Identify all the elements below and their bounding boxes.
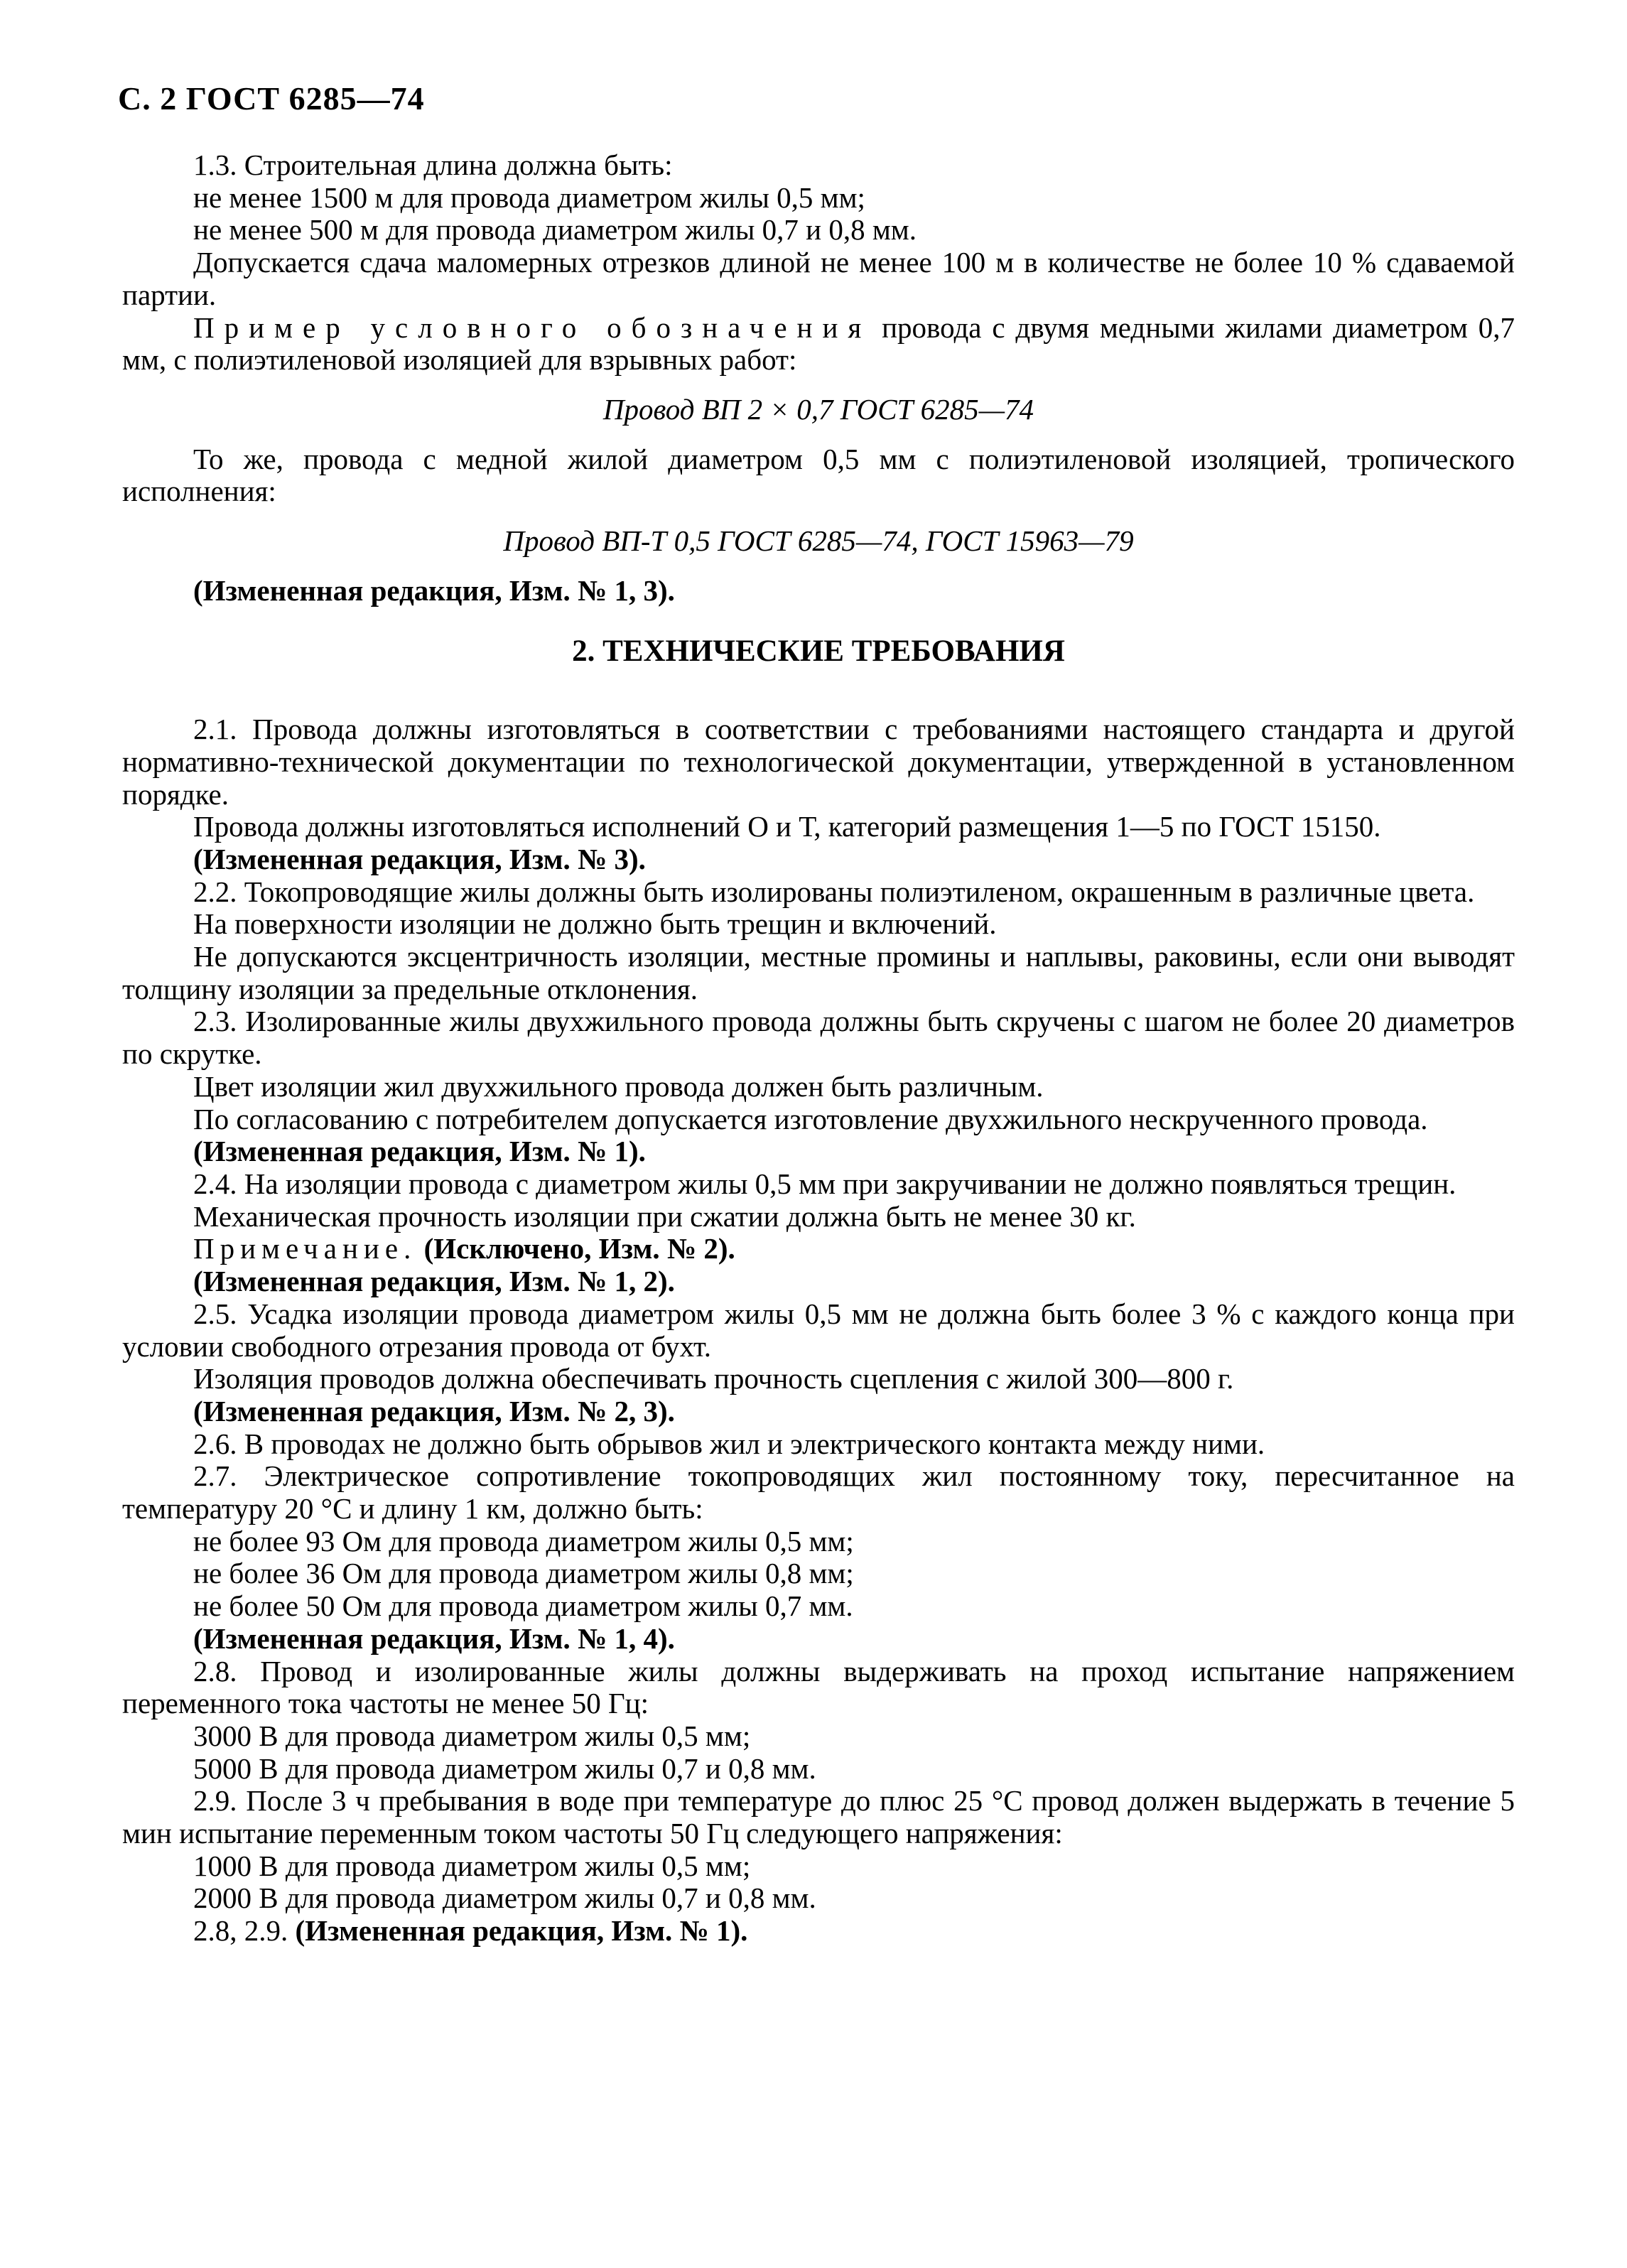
clause-2-5: 2.5. Усадка изоляции провода диаметром жилы 0,5 мм не должна быть более 3 % с каждого конца при условии свободного отрезания провода от бухт. [122,1297,1515,1363]
clause-2-2-c: Не допускаются эксцентричность изоляции, местные промины и наплывы, раковины, если они выводят толщину изоляции за предельные отклонения. [122,940,1515,1005]
page-header: С. 2 ГОСТ 6285—74 [118,80,425,117]
example-label: Пример условного обозначения [193,310,872,344]
revision-note-text: (Измененная редакция, Изм. № 1). [295,1914,748,1948]
clause-2-6: 2.6. В проводах не должно быть обрывов жил и электрического контакта между ними. [193,1427,1265,1460]
clause-2-9: 2.9. После 3 ч пребывания в воде при температуре до плюс 25 °С провод должен выдержать в течение 5 мин испытание переменным током частоты 50 Гц следующего напряжения: [122,1784,1515,1850]
clause-2-2-b: На поверхности изоляции не должно быть трещин и включений. [193,907,997,941]
example-designation-2: Провод ВП-Т 0,5 ГОСТ 6285—74, ГОСТ 15963—79 [503,524,1134,558]
length-item-b: не менее 500 м для провода диаметром жилы 0,7 и 0,8 мм. [193,213,917,247]
example-paragraph [122,312,1515,377]
length-item-a: не менее 1500 м для провода диаметром жилы 0,5 мм; [193,180,865,214]
resistance-item-c: не более 50 Ом для провода диаметром жилы 0,7 мм. [193,1589,853,1623]
revision-note-2-4: (Измененная редакция, Изм. № 1, 2). [193,1265,675,1298]
resistance-item-b: не более 36 Ом для провода диаметром жилы 0,8 мм; [193,1557,854,1590]
voltage-item-b: 5000 В для провода диаметром жилы 0,7 и 0,8 мм. [193,1751,816,1785]
revision-note-2-7: (Измененная редакция, Изм. № 1, 4). [193,1621,675,1655]
clause-2-3: 2.3. Изолированные жилы двухжильного провода должны быть скручены с шагом не более 20 диаметров по скрутке. [122,1005,1515,1071]
document-body [122,149,1515,1948]
clause-2-8: 2.8. Провод и изолированные жилы должны выдерживать на проход испытание напряжением переменного тока частоты не менее 50 Гц: [122,1654,1515,1720]
section-2-title: 2. ТЕХНИЧЕСКИЕ ТРЕБОВАНИЯ [572,634,1065,669]
voltage-item-d: 2000 В для провода диаметром жилы 0,7 и 0,8 мм. [193,1881,816,1915]
resistance-item-a: не более 93 Ом для провода диаметром жилы 0,5 мм; [193,1524,854,1557]
revision-note-2-1: (Измененная редакция, Изм. № 3). [193,842,646,875]
clause-2-1-b: Провода должны изготовляться исполнений О и Т, категорий размещения 1—5 по ГОСТ 15150. [193,810,1381,843]
clause-2-5-b: Изоляция проводов должна обеспечивать прочность сцепления с жилой 300—800 г. [193,1362,1234,1395]
voltage-item-c: 1000 В для провода диаметром жилы 0,5 мм; [193,1849,751,1882]
clause-2-7: 2.7. Электрическое сопротивление токопроводящих жил постоянному току, пересчитанное на температуру 20 °С и длину 1 км, должно быть: [122,1459,1515,1526]
voltage-item-a: 3000 В для провода диаметром жилы 0,5 мм; [193,1719,751,1752]
note-label: Примечание. [193,1232,417,1265]
note-text: (Исключено, Изм. № 2). [416,1232,735,1265]
example-text: провода с двумя медными жилами диаметром 0,7 мм, с полиэтиленовой изоляцией для взрывных работ: [122,310,1515,377]
clause-2-1: 2.1. Провода должны изготовляться в соответствии с требованиями настоящего стандарта и другой нормативно-технической документации по технологической документации, утвержденной в установленном порядке. [122,713,1515,811]
clause-1-3: 1.3. Строительная длина должна быть: [193,148,673,181]
revision-note-2-3: (Измененная редакция, Изм. № 1). [193,1135,646,1168]
clause-2-4-b: Механическая прочность изоляции при сжатии должна быть не менее 30 кг. [193,1199,1136,1233]
revision-note-prefix: 2.8, 2.9. [193,1914,296,1948]
short-lengths-paragraph: Допускается сдача маломерных отрезков длиной не менее 100 м в количестве не более 10 % сдаваемой партии. [122,246,1515,311]
clause-2-4: 2.4. На изоляции провода с диаметром жилы 0,5 мм при закручивании не должно появляться трещин. [193,1167,1456,1200]
revision-note-2-8-2-9 [122,1915,1515,1948]
clause-2-2: 2.2. Токопроводящие жилы должны быть изолированы полиэтиленом, окрашенным в различные цвета. [193,875,1475,908]
example-2-paragraph: То же, провода с медной жилой диаметром 0,5 мм с полиэтиленовой изоляцией, тропического исполнения: [122,442,1515,508]
clause-2-3-b: Цвет изоляции жил двухжильного провода должен быть различным. [193,1069,1044,1103]
clause-2-3-c: По согласованию с потребителем допускается изготовление двухжильного нескрученного провода. [193,1102,1428,1135]
revision-note-2-5: (Измененная редакция, Изм. № 2, 3). [193,1394,675,1427]
note-paragraph [122,1233,1515,1265]
revision-note-1: (Измененная редакция, Изм. № 1, 3). [193,573,675,607]
example-designation-1: Провод ВП 2 × 0,7 ГОСТ 6285—74 [602,392,1034,426]
